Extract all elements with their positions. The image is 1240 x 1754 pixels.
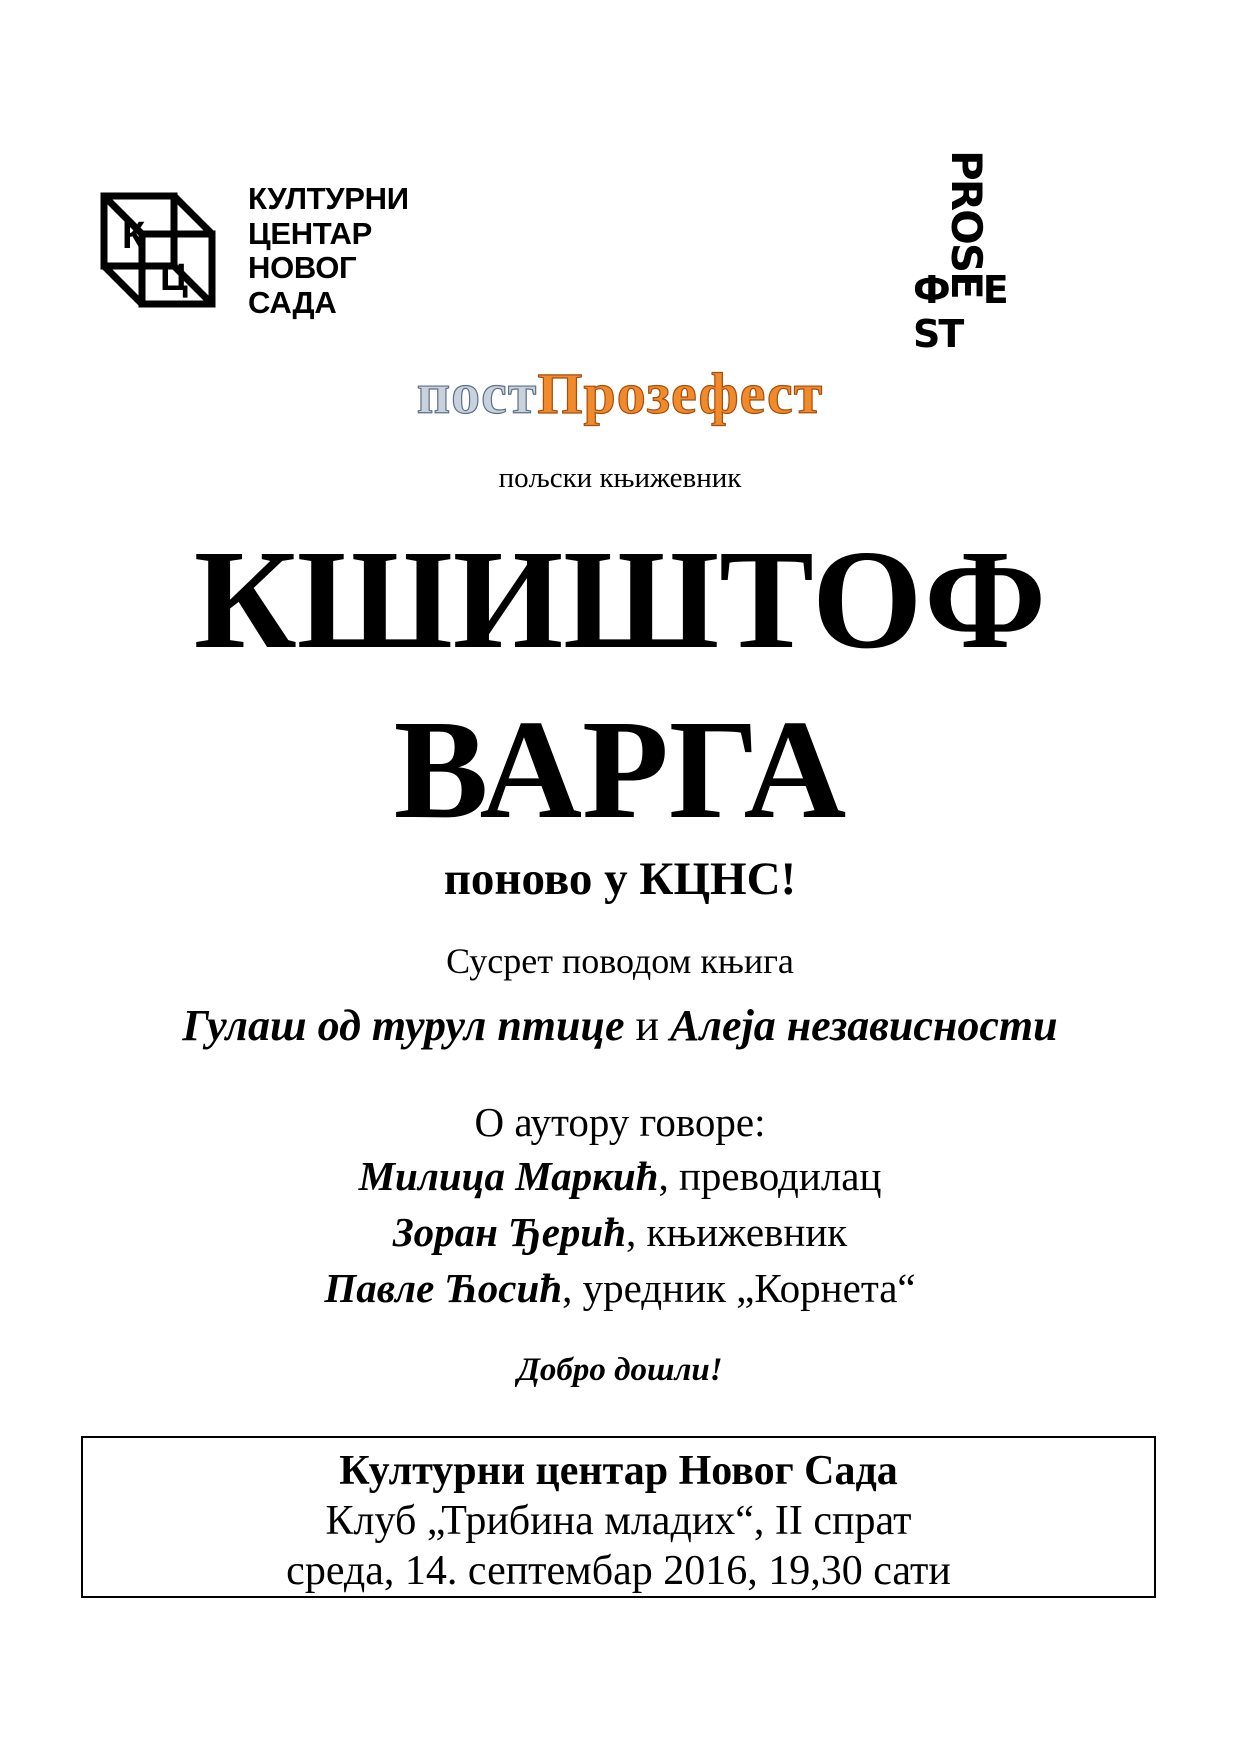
venue-title: Културни центар Новог Сада [339,1448,898,1494]
prosefest-glyph: Ф [913,268,949,312]
prosefest-row-suffix: E ST [913,268,1007,356]
book-title-1: Гулаш од турул птице [182,1001,625,1050]
prosefest-vertical-text: PROSE [942,150,991,298]
kcns-icon-letter-c: Ц [160,257,188,299]
author-subtitle: пољски књижевник [498,462,742,494]
kcns-logo [98,182,438,322]
postprozefest-wordmark [0,360,1240,427]
wordmark-post: пост [416,361,538,426]
speaker-name: Павле Ћосић [324,1265,563,1311]
kcns-icon-letter-k: К [122,215,146,257]
speaker-line [0,1208,1240,1256]
prosefest-logo [905,150,1055,356]
speaker-role: , уредник „Корнета“ [562,1265,916,1311]
speakers-heading: О аутору говоре: [474,1099,766,1145]
venue-box [81,1436,1156,1598]
author-first-name: КШИШТОФ [193,520,1047,678]
kcns-name-line: КУЛТУРНИ [248,181,409,216]
author-last-name: ВАРГА [393,690,847,848]
speaker-role: , књижевник [626,1209,848,1255]
meeting-text: Сусрет поводом књига [446,941,794,981]
speaker-name: Зоран Ђерић [392,1209,627,1255]
kcns-cube-icon [98,190,218,310]
kcns-name-line: САДА [248,284,337,320]
wordmark-prozefest: Прозефест [537,361,824,426]
book-titles [0,1000,1240,1051]
venue-place: Клуб „Трибина младих“, II спрат [325,1498,912,1544]
speaker-line [0,1264,1240,1312]
kcns-name [248,182,409,320]
speaker-role: , преводилац [658,1153,882,1199]
book-title-2: Алеја независности [670,1001,1058,1050]
tagline: поново у КЦНС! [443,853,797,905]
speaker-line [0,1152,1240,1200]
kcns-name-line: НОВОГ [248,250,357,285]
venue-datetime: среда, 14. септембар 2016, 19,30 сати [286,1548,951,1594]
welcome-text: Добро дошли! [517,1352,723,1388]
speaker-name: Милица Маркић [358,1153,659,1199]
prosefest-row-text [913,268,1055,356]
kcns-name-line: ЦЕНТАР [248,215,372,251]
books-conjunction: и [635,1001,660,1050]
